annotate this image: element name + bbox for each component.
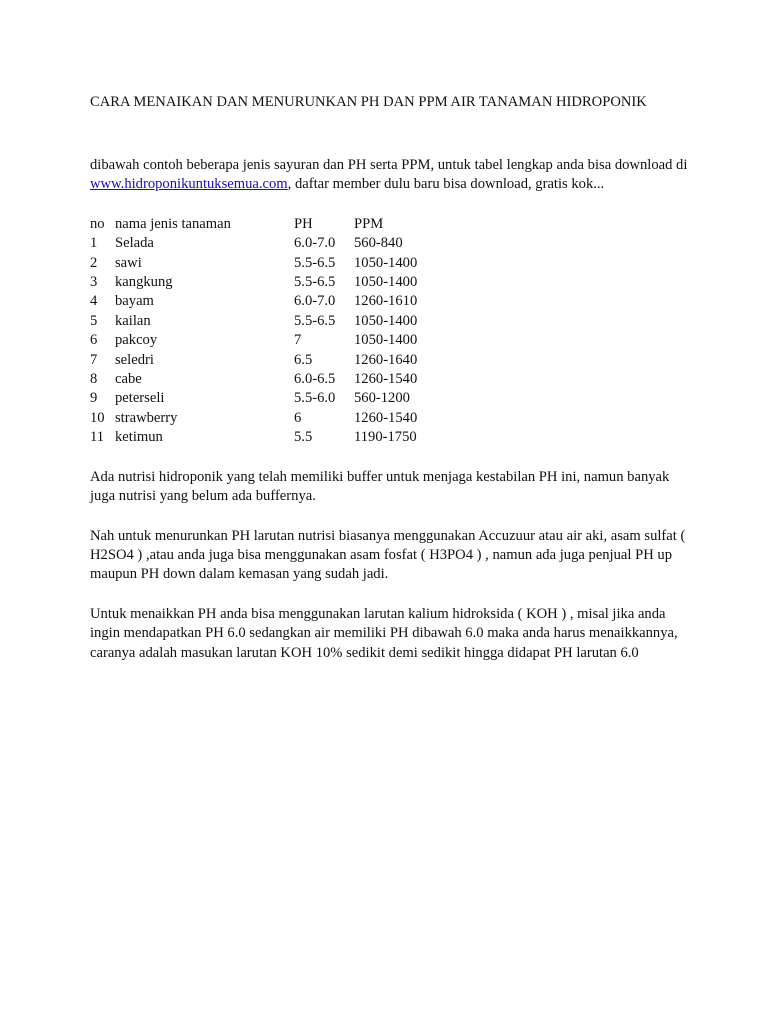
row-no: 3 bbox=[90, 274, 98, 291]
row-ppm: 1190-1750 bbox=[354, 429, 417, 446]
row-ph: 5.5-6.5 bbox=[294, 274, 336, 291]
document-title: CARA MENAIKAN DAN MENURUNKAN PH DAN PPM AIR TANAMAN HIDROPONIK bbox=[90, 94, 647, 110]
row-ppm: 1260-1640 bbox=[354, 351, 418, 368]
header-no: no bbox=[90, 215, 105, 232]
row-ppm: 1050-1400 bbox=[354, 274, 418, 291]
table-row bbox=[90, 389, 474, 408]
row-plant-name: sawi bbox=[115, 254, 142, 271]
row-no: 10 bbox=[90, 409, 105, 426]
row-ph: 5.5 bbox=[294, 429, 313, 446]
buffer-paragraph: Ada nutrisi hidroponik yang telah memiliki buffer untuk menjaga kestabilan PH ini, namun banyak juga nutrisi yang belum ada buffernya. bbox=[90, 468, 670, 505]
table-row bbox=[90, 351, 474, 370]
row-ph: 6.0-7.0 bbox=[294, 293, 336, 310]
table-body bbox=[90, 234, 474, 447]
intro-text-after-link: , daftar member dulu baru bisa download, gratis kok... bbox=[287, 176, 605, 193]
row-ppm: 560-840 bbox=[354, 235, 403, 252]
table-row bbox=[90, 409, 474, 428]
table-row bbox=[90, 254, 474, 273]
intro-paragraph bbox=[90, 156, 690, 195]
row-ppm: 1050-1400 bbox=[354, 332, 418, 349]
website-link[interactable]: www.hidroponikuntuksemua.com bbox=[90, 176, 288, 193]
row-ppm: 1260-1540 bbox=[354, 409, 418, 426]
row-ppm: 1050-1400 bbox=[354, 312, 418, 329]
row-ppm: 1260-1540 bbox=[354, 371, 418, 388]
lower-ph-paragraph: Nah untuk menurunkan PH larutan nutrisi biasanya menggunakan Accuzuur atau air aki, asam sulfat ( H2SO4 ) ,atau anda juga bisa menggunakan asam fosfat ( H3PO4 ) , namun ada juga penjual PH up maupun PH down dalam kemasan yang sudah jadi. bbox=[90, 527, 686, 583]
row-no: 4 bbox=[90, 293, 98, 310]
row-no: 9 bbox=[90, 390, 98, 407]
row-ph: 6.0-6.5 bbox=[294, 371, 336, 388]
row-plant-name: Selada bbox=[115, 235, 154, 252]
plant-ph-ppm-table bbox=[90, 215, 474, 448]
row-plant-name: cabe bbox=[115, 371, 142, 388]
row-plant-name: strawberry bbox=[115, 409, 178, 426]
row-plant-name: ketimun bbox=[115, 429, 163, 446]
row-ph: 5.5-6.5 bbox=[294, 312, 336, 329]
row-ph: 6.5 bbox=[294, 351, 313, 368]
row-no: 6 bbox=[90, 332, 98, 349]
table-row bbox=[90, 273, 474, 292]
row-plant-name: seledri bbox=[115, 351, 154, 368]
header-plant-name: nama jenis tanaman bbox=[115, 215, 231, 232]
row-ppm: 560-1200 bbox=[354, 390, 410, 407]
row-no: 5 bbox=[90, 312, 98, 329]
header-ph: PH bbox=[294, 215, 313, 232]
row-no: 11 bbox=[90, 429, 105, 446]
row-plant-name: kailan bbox=[115, 312, 151, 329]
table-row bbox=[90, 292, 474, 311]
row-ph: 6 bbox=[294, 409, 302, 426]
row-plant-name: pakcoy bbox=[115, 332, 158, 349]
row-ph: 6.0-7.0 bbox=[294, 235, 336, 252]
table-row bbox=[90, 312, 474, 331]
row-ph: 7 bbox=[294, 332, 302, 349]
row-plant-name: peterseli bbox=[115, 390, 165, 407]
row-ppm: 1050-1400 bbox=[354, 254, 418, 271]
intro-text-before-link: dibawah contoh beberapa jenis sayuran dan PH serta PPM, untuk tabel lengkap anda bisa download di bbox=[90, 157, 688, 173]
row-ph: 5.5-6.5 bbox=[294, 254, 336, 271]
row-no: 8 bbox=[90, 371, 98, 388]
row-ppm: 1260-1610 bbox=[354, 293, 418, 310]
document-page bbox=[90, 92, 690, 663]
row-no: 1 bbox=[90, 235, 98, 252]
table-row bbox=[90, 331, 474, 350]
row-plant-name: kangkung bbox=[115, 274, 173, 291]
row-no: 2 bbox=[90, 254, 98, 271]
table-row bbox=[90, 234, 474, 253]
table-row bbox=[90, 370, 474, 389]
row-ph: 5.5-6.0 bbox=[294, 390, 336, 407]
table-row bbox=[90, 428, 474, 447]
row-plant-name: bayam bbox=[115, 293, 154, 310]
row-no: 7 bbox=[90, 351, 98, 368]
raise-ph-paragraph: Untuk menaikkan PH anda bisa menggunakan larutan kalium hidroksida ( KOH ) , misal jika anda ingin mendapatkan PH 6.0 sedangkan air memiliki PH dibawah 6.0 maka anda harus menaikkannya, caranya adalah masukan larutan KOH 10% sedikit demi sedikit hingga didapat PH larutan 6.0 bbox=[90, 605, 678, 661]
table-header-row bbox=[90, 215, 474, 234]
header-ppm: PPM bbox=[354, 215, 384, 232]
